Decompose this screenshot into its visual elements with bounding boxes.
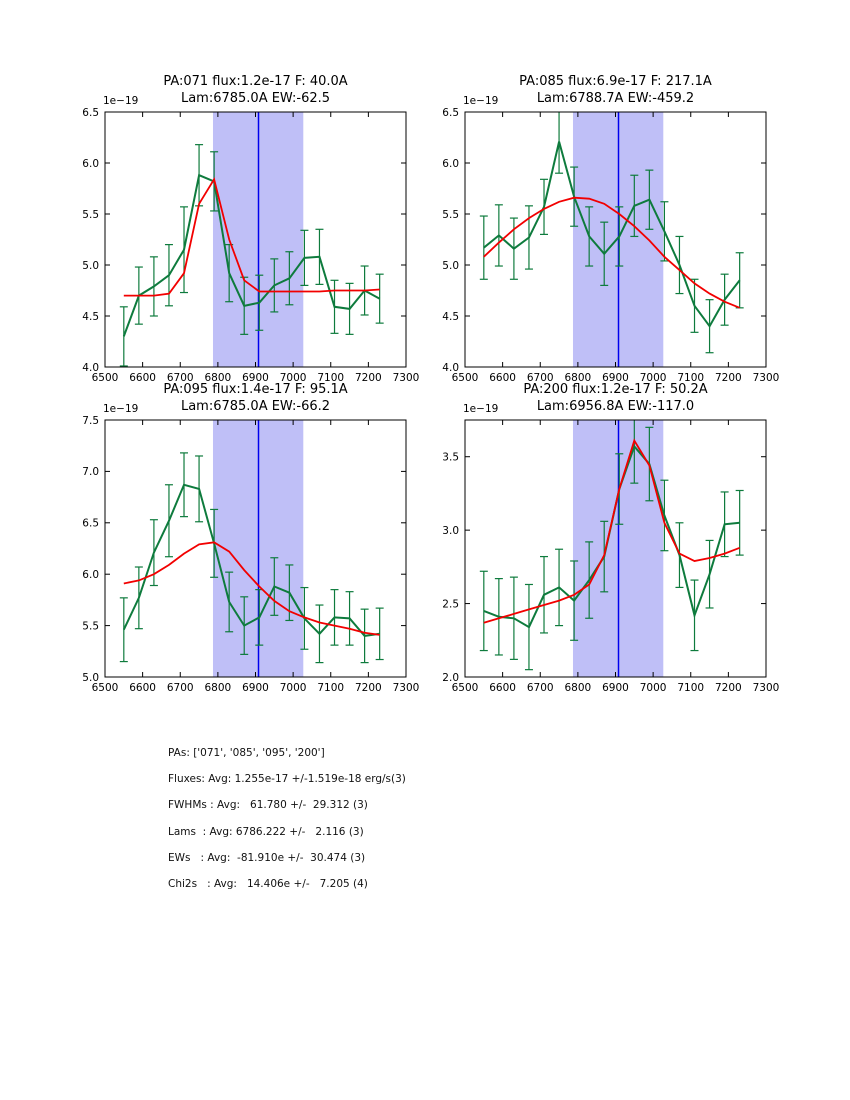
x-tick-label: 6900: [602, 372, 629, 384]
y-tick-label: 2.5: [442, 598, 459, 611]
x-tick-label: 7200: [355, 682, 382, 694]
x-tick-label: 7200: [715, 682, 742, 694]
x-tick-label: 7100: [677, 682, 705, 694]
subplot-3-title-line2: Lam:6785.0A EW:-66.2: [180, 399, 331, 414]
y-tick-label: 6.0: [82, 157, 99, 170]
y-tick-label: 5.5: [82, 620, 99, 633]
x-tick-label: 6500: [91, 682, 119, 694]
y-tick-label: 7.5: [82, 414, 99, 427]
x-tick-label: 6800: [204, 682, 232, 694]
x-tick-label: 6500: [91, 372, 119, 384]
x-tick-label: 7100: [317, 372, 345, 384]
x-tick-label: 6500: [451, 372, 479, 384]
summary-line-ews: EWs : Avg: -81.910e +/- 30.474 (3): [168, 851, 366, 864]
y-tick-label: 5.0: [442, 259, 459, 272]
x-tick-label: 7000: [639, 682, 667, 694]
summary-line-fluxes: Fluxes: Avg: 1.255e-17 +/-1.519e-18 erg/s(3): [168, 773, 406, 786]
subplot-2-title: [465, 73, 766, 107]
y-axis-offset-label: 1e−19: [463, 95, 499, 107]
x-tick-label: 7000: [639, 372, 667, 384]
y-tick-label: 4.0: [442, 361, 459, 374]
y-axis-offset-label: 1e−19: [103, 403, 139, 415]
subplot-2-title-line2: Lam:6788.7A EW:-459.2: [536, 91, 695, 106]
x-tick-label: 7100: [677, 372, 705, 384]
x-tick-label: 7300: [392, 682, 420, 694]
x-tick-label: 6700: [526, 682, 554, 694]
y-tick-label: 7.0: [82, 466, 99, 479]
x-tick-label: 6600: [489, 372, 516, 384]
summary-line-pas: PAs: ['071', '085', '095', '200']: [168, 747, 325, 759]
y-axis-offset-label: 1e−19: [463, 403, 499, 415]
y-tick-label: 6.5: [82, 106, 99, 119]
subplot-4-title: [465, 381, 766, 415]
y-tick-label: 3.5: [442, 451, 459, 464]
x-tick-label: 6800: [564, 372, 592, 384]
y-tick-label: 6.0: [82, 569, 99, 581]
y-tick-label: 4.5: [442, 310, 459, 323]
x-tick-label: 7000: [279, 372, 307, 384]
x-tick-label: 7200: [715, 372, 742, 384]
y-tick-label: 2.0: [442, 671, 459, 684]
x-tick-label: 6800: [204, 372, 232, 384]
x-tick-label: 6900: [602, 682, 629, 694]
summary-line-fwhms: FWHMs : Avg: 61.780 +/- 29.312 (3): [168, 799, 368, 812]
x-tick-label: 6800: [564, 682, 592, 694]
subplot-4-title-line1: PA:200 flux:1.2e-17 F: 50.2A: [523, 382, 708, 397]
y-tick-label: 6.5: [82, 517, 99, 530]
subplot-1-title-line2: Lam:6785.0A EW:-62.5: [180, 91, 331, 106]
x-tick-label: 7200: [355, 372, 382, 384]
summary-text-block: [168, 740, 406, 897]
summary-line-lams: Lams : Avg: 6786.222 +/- 2.116 (3): [168, 825, 364, 838]
subplot-3-title: [105, 381, 406, 415]
x-tick-label: 6900: [242, 682, 269, 694]
subplot-1-title-line1: PA:071 flux:1.2e-17 F: 40.0A: [163, 74, 348, 89]
x-tick-label: 7300: [752, 372, 780, 384]
y-tick-label: 4.5: [82, 310, 99, 323]
subplot-1-title: [105, 73, 406, 107]
subplot-3-title-line1: PA:095 flux:1.4e-17 F: 95.1A: [163, 382, 348, 397]
x-tick-label: 7300: [392, 372, 420, 384]
y-tick-label: 4.0: [82, 361, 99, 374]
subplot-2-title-line1: PA:085 flux:6.9e-17 F: 217.1A: [519, 74, 712, 89]
x-tick-label: 7300: [752, 682, 780, 694]
y-axis-offset-label: 1e−19: [103, 95, 139, 107]
summary-line-chi2s: Chi2s : Avg: 14.406e +/- 7.205 (4): [168, 878, 368, 891]
y-tick-label: 6.5: [442, 106, 459, 119]
x-tick-label: 6700: [526, 372, 554, 384]
y-tick-label: 5.0: [82, 671, 99, 684]
x-tick-label: 7000: [279, 682, 307, 694]
x-tick-label: 6700: [166, 682, 194, 694]
y-tick-label: 6.0: [442, 157, 459, 170]
y-tick-label: 5.5: [82, 208, 99, 221]
x-tick-label: 6700: [166, 372, 194, 384]
x-tick-label: 6900: [242, 372, 269, 384]
x-tick-label: 6600: [129, 682, 156, 694]
x-tick-label: 6600: [489, 682, 516, 694]
y-tick-label: 5.5: [442, 208, 459, 221]
y-tick-label: 5.0: [82, 259, 99, 272]
x-tick-label: 6500: [451, 682, 479, 694]
x-tick-label: 7100: [317, 682, 345, 694]
y-tick-label: 3.0: [442, 524, 459, 537]
x-tick-label: 6600: [129, 372, 156, 384]
subplot-4-title-line2: Lam:6956.8A EW:-117.0: [536, 399, 695, 414]
